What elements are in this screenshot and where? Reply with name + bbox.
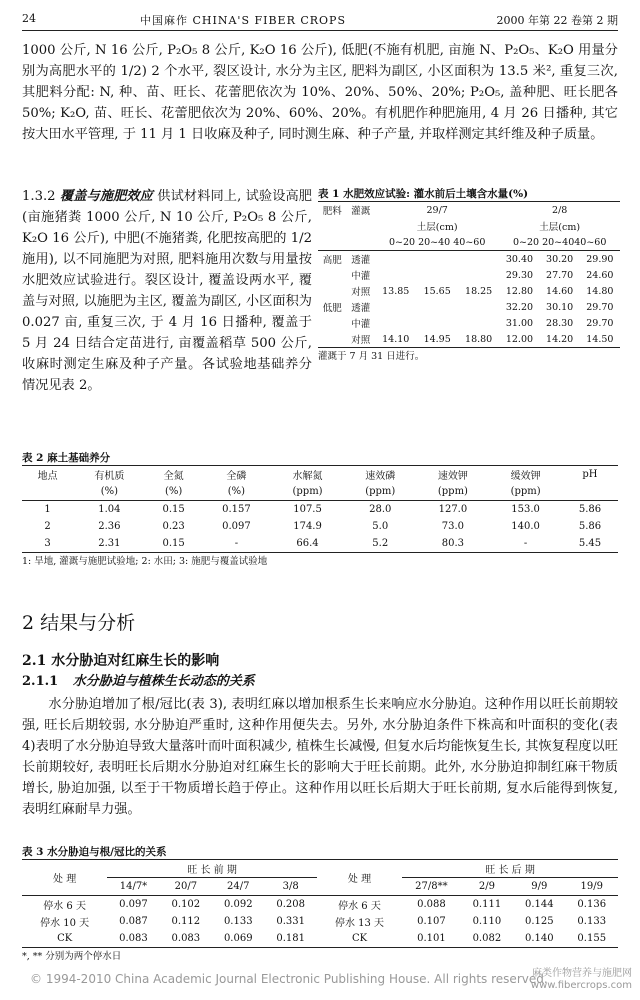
header-rule xyxy=(22,30,618,31)
section-1-3-2 xyxy=(22,186,312,396)
table-note: *, ** 分别为两个停水日 xyxy=(22,951,122,962)
section-2-1-1-heading xyxy=(22,670,255,689)
table-2-grid: 地点 有机质 全氮 全磷 水解氮 速效磷 速效钾 缓效钾 pH (%) (%) (%) (ppm) (ppm) (ppm) (ppm) 1 1.04 0.15 0.157 107.5 28.0 127.0 153.0 5.86 2 2.36 0.23 0.097 174.9 5.0 73.0 140.0 5.86 3 2.31 0.15 - 66.4 5.2 80.3 - 5.45 xyxy=(22,465,618,553)
table-row: 低肥 透灌 32.20 30.10 29.70 xyxy=(322,301,614,314)
section-number: 2.1.1 xyxy=(22,674,59,689)
table-row: 对照 13.85 15.65 18.25 12.80 14.60 14.80 xyxy=(351,285,614,298)
col-header: 灌溉 xyxy=(351,206,371,217)
depth-ranges: 0~20 20~40 40~60 xyxy=(388,236,486,248)
table-1-grid xyxy=(318,201,620,348)
table-row: 对照 14.10 14.95 18.80 12.00 14.20 14.50 xyxy=(318,331,620,348)
paragraph-2: 水分胁迫增加了根/冠比(表 3), 表明红麻以增加根系生长来响应水分胁迫。这种作用以旺长前期较强, 旺长后期较弱, 水分胁迫严重时, 这种作用便失去。另外, 水分胁迫条件下株高和叶面积的变化(表 4)表明了水分胁迫导致大量落叶而叶面积减少, 植株生长减慢, 但复水后均能恢复生长, 其恢复程度以旺长前期较好, 表明旺长后期水分胁迫对红麻生长的影响大于旺长前期。此外, 水分胁迫抑制红麻干物质增长, 胁迫加强, 以至于干物质增长趋于停止。这种作用以旺长后期大于旺长前期, 复水后能得到恢复, 表明红麻耐旱力强。 xyxy=(22,697,618,817)
table-row: CK 0.083 0.083 0.069 0.181 CK 0.101 0.082 0.140 0.155 xyxy=(22,930,618,948)
journal-name: 中国麻作 CHINA'S FIBER CROPS xyxy=(140,14,346,27)
depth-label: 土层(cm) xyxy=(416,222,458,233)
table-1 xyxy=(318,186,620,362)
table-2 xyxy=(22,450,618,567)
table-note: 灌溉于 7 月 31 日进行。 xyxy=(318,351,425,362)
section-title: 水分胁迫与植株生长动态的关系 xyxy=(72,674,255,689)
page-number: 24 xyxy=(22,12,36,25)
table-row: 高肥 透灌 30.40 30.20 29.90 xyxy=(322,253,614,266)
section-2-heading: 2 结果与分析 xyxy=(22,612,136,634)
section-number: 1.3.2 xyxy=(22,189,56,204)
table-caption: 表 2 麻土基础养分 xyxy=(22,452,111,464)
section-title: 覆盖与施肥效应 xyxy=(59,189,153,204)
section-2-1-heading: 2.1 水分胁迫对红麻生长的影响 xyxy=(22,653,220,669)
page-header xyxy=(22,12,618,30)
table-note: 1: 旱地, 灌溉与施肥试验地; 2: 水田; 3: 施肥与覆盖试验地 xyxy=(22,556,268,567)
table-row: 中灌 31.00 28.30 29.70 xyxy=(351,317,614,330)
section-text: 供试材料同上, 试验设高肥(亩施猪粪 1000 公斤, N 10 公斤, P₂O₅ 8 公斤, K₂O 16 公斤), 中肥(不施猪粪, 化肥按高肥的 1/2 施用), 以不同施肥为对照, 肥料施用次数与用量按水肥效应试验进行。裂区设计, 覆盖设两水平, 覆盖与对照, 以施肥为主区, 覆盖为副区, 小区面积为 0.027 亩, 重复三次, 于 4 月 16 日播种, 覆盖于 5 月 24 日结合定苗进行, 亩覆盖稻草 500 公斤, 收麻时测定生麻及种子产量。各试验地基础养分情况见表 2。 xyxy=(22,189,312,393)
table-row: 3 2.31 0.15 - 66.4 5.2 80.3 - 5.45 xyxy=(22,535,618,553)
col-header: 肥料 xyxy=(322,206,342,217)
depth-label: 土层(cm) xyxy=(539,222,581,233)
col-header: 29/7 xyxy=(426,204,448,216)
depth-ranges: 0~20 20~4040~60 xyxy=(512,236,607,248)
table-row: 中灌 29.30 27.70 24.60 xyxy=(351,269,614,282)
table-3 xyxy=(22,844,618,962)
table-caption: 表 1 水肥效应试验: 灌水前后土壤含水量(%) xyxy=(318,188,529,200)
issue-info: 2000 年第 22 卷第 2 期 xyxy=(496,14,618,27)
site-watermark: 麻类作物营养与施肥网 www.fibercrops.com xyxy=(530,968,632,991)
col-header: 2/8 xyxy=(552,204,568,216)
copyright-footer: © 1994-2010 China Academic Journal Electronic Publishing House. All rights reserved. xyxy=(30,972,548,986)
table-row: 停水 6 天 0.097 0.102 0.092 0.208 停水 6 天 0.088 0.111 0.144 0.136 xyxy=(43,899,607,912)
paragraph-1: 1000 公斤, N 16 公斤, P₂O₅ 8 公斤, K₂O 16 公斤), 低肥(不施有机肥, 亩施 N、P₂O₅、K₂O 用量分别为高肥水平的 1/2) 2 个水平, 裂区设计, 水分为主区, 肥料为副区, 小区面积为 13.5 米², 重复三次, 其肥料分配: N, 种、苗、旺长、花蕾肥依次为 10%、20%、50%、20%; P₂O₅, 盖种肥、旺长肥各 50%; K₂O, 苗、旺长、花蕾肥依次为 20%、60%、20%。有机肥作种肥施用, 4 月 26 日播种, 其它按大田水平管理, 于 11 月 1 日收麻及种子, 同时测生麻、种子产量, 并取样测定其纤维及种子质量。 xyxy=(22,43,618,142)
table-caption: 表 3 水分胁迫与根/冠比的关系 xyxy=(22,846,167,858)
table-row: 1 1.04 0.15 0.157 107.5 28.0 127.0 153.0 5.86 xyxy=(44,504,602,515)
table-row: 2 2.36 0.23 0.097 174.9 5.0 73.0 140.0 5.86 xyxy=(44,521,602,532)
table-3-grid: 处 理 旺 长 前 期 处 理 旺 长 后 期 14/7* 20/7 24/7 3/8 27/8** 2/9 9/9 19/9 停水 6 天 0.097 0.102 0.092 0.208 停水 6 天 0.088 0.111 0.144 0.136 停水 10 天 0.087 0.112 0.133 0.331 停水 13 天 0.107 0.110 0.125 0.133 CK 0.083 0.083 0.069 0.181 CK 0.101 0.082 0.140 0.155 xyxy=(22,859,618,948)
table-row: 停水 10 天 0.087 0.112 0.133 0.331 停水 13 天 0.107 0.110 0.125 0.133 xyxy=(40,916,607,929)
